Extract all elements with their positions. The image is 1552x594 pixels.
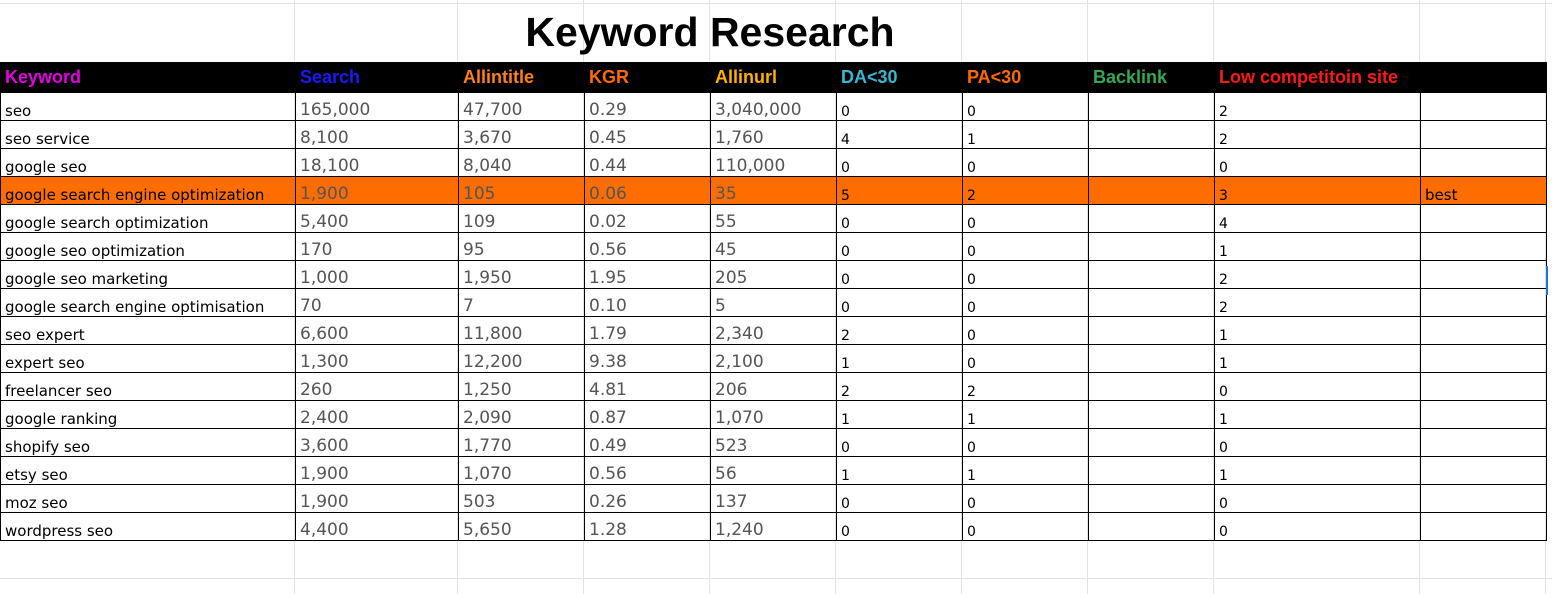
note-cell[interactable] bbox=[1421, 93, 1547, 121]
search-cell[interactable]: 1,300 bbox=[296, 345, 459, 373]
allintitle-cell[interactable]: 105 bbox=[459, 177, 585, 205]
allintitle-cell[interactable]: 1,070 bbox=[459, 457, 585, 485]
pa-cell[interactable]: 1 bbox=[963, 457, 1089, 485]
allinurl-cell[interactable]: 110,000 bbox=[711, 149, 837, 177]
note-cell[interactable] bbox=[1421, 373, 1547, 401]
kgr-cell[interactable]: 0.06 bbox=[585, 177, 711, 205]
search-cell[interactable]: 6,600 bbox=[296, 317, 459, 345]
note-cell[interactable] bbox=[1421, 429, 1547, 457]
search-cell[interactable]: 18,100 bbox=[296, 149, 459, 177]
note-cell[interactable] bbox=[1421, 401, 1547, 429]
low-competition-cell[interactable]: 2 bbox=[1215, 289, 1421, 317]
allinurl-cell[interactable]: 1,070 bbox=[711, 401, 837, 429]
search-cell[interactable]: 70 bbox=[296, 289, 459, 317]
note-cell[interactable] bbox=[1421, 149, 1547, 177]
backlink-cell[interactable] bbox=[1089, 345, 1215, 373]
kgr-cell[interactable]: 1.95 bbox=[585, 261, 711, 289]
header-allintitle[interactable]: Allintitle bbox=[459, 63, 585, 93]
search-cell[interactable]: 3,600 bbox=[296, 429, 459, 457]
da-cell[interactable]: 1 bbox=[837, 345, 963, 373]
table-row bbox=[1, 233, 1547, 261]
da-cell[interactable]: 4 bbox=[837, 121, 963, 149]
pa-cell[interactable]: 1 bbox=[963, 401, 1089, 429]
keyword-cell[interactable]: google seo optimization bbox=[1, 233, 296, 261]
backlink-cell[interactable] bbox=[1089, 401, 1215, 429]
page-title: Keyword Research bbox=[525, 9, 895, 55]
backlink-cell[interactable] bbox=[1089, 233, 1215, 261]
keyword-cell[interactable]: shopify seo bbox=[1, 429, 296, 457]
search-cell[interactable]: 1,000 bbox=[296, 261, 459, 289]
kgr-cell[interactable]: 1.28 bbox=[585, 513, 711, 541]
table-row bbox=[1, 121, 1547, 149]
allinurl-cell[interactable]: 56 bbox=[711, 457, 837, 485]
header-da[interactable]: DA<30 bbox=[837, 63, 963, 93]
low-competition-cell[interactable]: 2 bbox=[1215, 93, 1421, 121]
keyword-cell[interactable]: moz seo bbox=[1, 485, 296, 513]
backlink-cell[interactable] bbox=[1089, 373, 1215, 401]
allintitle-cell[interactable]: 1,250 bbox=[459, 373, 585, 401]
search-cell[interactable]: 1,900 bbox=[296, 485, 459, 513]
kgr-cell[interactable]: 0.45 bbox=[585, 121, 711, 149]
allinurl-cell[interactable]: 206 bbox=[711, 373, 837, 401]
note-cell[interactable] bbox=[1421, 345, 1547, 373]
table-row bbox=[1, 317, 1547, 345]
pa-cell[interactable]: 0 bbox=[963, 93, 1089, 121]
backlink-cell[interactable] bbox=[1089, 205, 1215, 233]
kgr-cell[interactable]: 0.56 bbox=[585, 233, 711, 261]
backlink-cell[interactable] bbox=[1089, 121, 1215, 149]
backlink-cell[interactable] bbox=[1089, 485, 1215, 513]
note-cell[interactable] bbox=[1421, 205, 1547, 233]
keyword-cell[interactable]: google search engine optimization bbox=[1, 177, 296, 205]
table-row bbox=[1, 513, 1547, 541]
da-cell[interactable]: 0 bbox=[837, 93, 963, 121]
header-search[interactable]: Search bbox=[296, 63, 459, 93]
kgr-cell[interactable]: 0.26 bbox=[585, 485, 711, 513]
table-row bbox=[1, 429, 1547, 457]
search-cell[interactable]: 5,400 bbox=[296, 205, 459, 233]
allintitle-cell[interactable]: 7 bbox=[459, 289, 585, 317]
note-cell[interactable] bbox=[1421, 485, 1547, 513]
allinurl-cell[interactable]: 2,340 bbox=[711, 317, 837, 345]
note-cell[interactable] bbox=[1421, 121, 1547, 149]
low-competition-cell[interactable]: 0 bbox=[1215, 149, 1421, 177]
da-cell[interactable]: 0 bbox=[837, 261, 963, 289]
table-row bbox=[1, 261, 1547, 289]
low-competition-cell[interactable]: 0 bbox=[1215, 513, 1421, 541]
low-competition-cell[interactable]: 0 bbox=[1215, 429, 1421, 457]
table-row bbox=[1, 485, 1547, 513]
backlink-cell[interactable] bbox=[1089, 93, 1215, 121]
keyword-cell[interactable]: seo expert bbox=[1, 317, 296, 345]
header-backlink[interactable]: Backlink bbox=[1089, 63, 1215, 93]
low-competition-cell[interactable]: 3 bbox=[1215, 177, 1421, 205]
search-cell[interactable]: 8,100 bbox=[296, 121, 459, 149]
kgr-cell[interactable]: 0.87 bbox=[585, 401, 711, 429]
kgr-cell[interactable]: 0.49 bbox=[585, 429, 711, 457]
kgr-cell[interactable]: 0.02 bbox=[585, 205, 711, 233]
keyword-cell[interactable]: etsy seo bbox=[1, 457, 296, 485]
allintitle-cell[interactable]: 109 bbox=[459, 205, 585, 233]
kgr-cell[interactable]: 9.38 bbox=[585, 345, 711, 373]
backlink-cell[interactable] bbox=[1089, 513, 1215, 541]
allintitle-cell[interactable]: 1,770 bbox=[459, 429, 585, 457]
keyword-cell[interactable]: google search optimization bbox=[1, 205, 296, 233]
da-cell[interactable]: 2 bbox=[837, 317, 963, 345]
allinurl-cell[interactable]: 3,040,000 bbox=[711, 93, 837, 121]
search-cell[interactable]: 260 bbox=[296, 373, 459, 401]
low-competition-cell[interactable]: 1 bbox=[1215, 317, 1421, 345]
table-row bbox=[1, 149, 1547, 177]
keyword-cell[interactable]: google search engine optimisation bbox=[1, 289, 296, 317]
allintitle-cell[interactable]: 12,200 bbox=[459, 345, 585, 373]
note-cell[interactable] bbox=[1421, 513, 1547, 541]
note-cell[interactable] bbox=[1421, 289, 1547, 317]
kgr-cell[interactable]: 0.29 bbox=[585, 93, 711, 121]
da-cell[interactable]: 0 bbox=[837, 485, 963, 513]
table-row bbox=[1, 457, 1547, 485]
low-competition-cell[interactable]: 1 bbox=[1215, 345, 1421, 373]
table-row bbox=[1, 177, 1547, 205]
low-competition-cell[interactable]: 2 bbox=[1215, 261, 1421, 289]
note-cell[interactable] bbox=[1421, 233, 1547, 261]
low-competition-cell[interactable]: 0 bbox=[1215, 485, 1421, 513]
allinurl-cell[interactable]: 523 bbox=[711, 429, 837, 457]
pa-cell[interactable]: 0 bbox=[963, 317, 1089, 345]
backlink-cell[interactable] bbox=[1089, 429, 1215, 457]
keyword-cell[interactable]: freelancer seo bbox=[1, 373, 296, 401]
keyword-cell[interactable]: seo service bbox=[1, 121, 296, 149]
header-row bbox=[1, 63, 1547, 93]
search-cell[interactable]: 4,400 bbox=[296, 513, 459, 541]
low-competition-cell[interactable]: 2 bbox=[1215, 121, 1421, 149]
pa-cell[interactable]: 0 bbox=[963, 261, 1089, 289]
allintitle-cell[interactable]: 2,090 bbox=[459, 401, 585, 429]
pa-cell[interactable]: 0 bbox=[963, 485, 1089, 513]
da-cell[interactable]: 0 bbox=[837, 205, 963, 233]
selection-edge bbox=[1546, 266, 1551, 295]
keyword-cell[interactable]: google ranking bbox=[1, 401, 296, 429]
kgr-cell[interactable]: 1.79 bbox=[585, 317, 711, 345]
search-cell[interactable]: 1,900 bbox=[296, 177, 459, 205]
pa-cell[interactable]: 2 bbox=[963, 373, 1089, 401]
table-row bbox=[1, 205, 1547, 233]
da-cell[interactable]: 0 bbox=[837, 513, 963, 541]
pa-cell[interactable]: 1 bbox=[963, 121, 1089, 149]
header-allinurl[interactable]: Allinurl bbox=[711, 63, 837, 93]
da-cell[interactable]: 2 bbox=[837, 373, 963, 401]
pa-cell[interactable]: 0 bbox=[963, 233, 1089, 261]
note-cell[interactable]: best bbox=[1421, 177, 1547, 205]
pa-cell[interactable]: 2 bbox=[963, 177, 1089, 205]
da-cell[interactable]: 0 bbox=[837, 233, 963, 261]
search-cell[interactable]: 1,900 bbox=[296, 457, 459, 485]
search-cell[interactable]: 165,000 bbox=[296, 93, 459, 121]
table-row bbox=[1, 345, 1547, 373]
allinurl-cell[interactable]: 205 bbox=[711, 261, 837, 289]
allintitle-cell[interactable]: 5,650 bbox=[459, 513, 585, 541]
keyword-cell[interactable]: google seo marketing bbox=[1, 261, 296, 289]
allintitle-cell[interactable]: 3,670 bbox=[459, 121, 585, 149]
note-cell[interactable] bbox=[1421, 317, 1547, 345]
header-pa[interactable]: PA<30 bbox=[963, 63, 1089, 93]
kgr-cell[interactable]: 0.44 bbox=[585, 149, 711, 177]
pa-cell[interactable]: 0 bbox=[963, 149, 1089, 177]
allinurl-cell[interactable]: 35 bbox=[711, 177, 837, 205]
da-cell[interactable]: 1 bbox=[837, 401, 963, 429]
header-kgr[interactable]: KGR bbox=[585, 63, 711, 93]
keyword-table bbox=[0, 62, 1547, 541]
header-empty[interactable] bbox=[1421, 63, 1547, 93]
da-cell[interactable]: 0 bbox=[837, 289, 963, 317]
allinurl-cell[interactable]: 55 bbox=[711, 205, 837, 233]
table-row bbox=[1, 401, 1547, 429]
allintitle-cell[interactable]: 95 bbox=[459, 233, 585, 261]
backlink-cell[interactable] bbox=[1089, 457, 1215, 485]
da-cell[interactable]: 5 bbox=[837, 177, 963, 205]
backlink-cell[interactable] bbox=[1089, 261, 1215, 289]
allintitle-cell[interactable]: 11,800 bbox=[459, 317, 585, 345]
kgr-cell[interactable]: 0.10 bbox=[585, 289, 711, 317]
search-cell[interactable]: 170 bbox=[296, 233, 459, 261]
da-cell[interactable]: 0 bbox=[837, 429, 963, 457]
allintitle-cell[interactable]: 503 bbox=[459, 485, 585, 513]
da-cell[interactable]: 0 bbox=[837, 149, 963, 177]
low-competition-cell[interactable]: 4 bbox=[1215, 205, 1421, 233]
allinurl-cell[interactable]: 1,760 bbox=[711, 121, 837, 149]
table-row bbox=[1, 93, 1547, 121]
note-cell[interactable] bbox=[1421, 457, 1547, 485]
allintitle-cell[interactable]: 47,700 bbox=[459, 93, 585, 121]
kgr-cell[interactable]: 0.56 bbox=[585, 457, 711, 485]
da-cell[interactable]: 1 bbox=[837, 457, 963, 485]
keyword-cell[interactable]: seo bbox=[1, 93, 296, 121]
header-keyword[interactable]: Keyword bbox=[1, 63, 296, 93]
pa-cell[interactable]: 0 bbox=[963, 289, 1089, 317]
pa-cell[interactable]: 0 bbox=[963, 513, 1089, 541]
low-competition-cell[interactable]: 1 bbox=[1215, 233, 1421, 261]
keyword-cell[interactable]: wordpress seo bbox=[1, 513, 296, 541]
note-cell[interactable] bbox=[1421, 261, 1547, 289]
backlink-cell[interactable] bbox=[1089, 177, 1215, 205]
keyword-cell[interactable]: google seo bbox=[1, 149, 296, 177]
table-row bbox=[1, 289, 1547, 317]
allinurl-cell[interactable]: 2,100 bbox=[711, 345, 837, 373]
kgr-cell[interactable]: 4.81 bbox=[585, 373, 711, 401]
low-competition-cell[interactable]: 1 bbox=[1215, 457, 1421, 485]
search-cell[interactable]: 2,400 bbox=[296, 401, 459, 429]
backlink-cell[interactable] bbox=[1089, 289, 1215, 317]
header-low-competition[interactable]: Low competitoin site bbox=[1215, 63, 1421, 93]
allinurl-cell[interactable]: 45 bbox=[711, 233, 837, 261]
pa-cell[interactable]: 0 bbox=[963, 205, 1089, 233]
allinurl-cell[interactable]: 5 bbox=[711, 289, 837, 317]
backlink-cell[interactable] bbox=[1089, 149, 1215, 177]
allinurl-cell[interactable]: 137 bbox=[711, 485, 837, 513]
pa-cell[interactable]: 0 bbox=[963, 345, 1089, 373]
allintitle-cell[interactable]: 1,950 bbox=[459, 261, 585, 289]
allinurl-cell[interactable]: 1,240 bbox=[711, 513, 837, 541]
allintitle-cell[interactable]: 8,040 bbox=[459, 149, 585, 177]
backlink-cell[interactable] bbox=[1089, 317, 1215, 345]
keyword-cell[interactable]: expert seo bbox=[1, 345, 296, 373]
low-competition-cell[interactable]: 0 bbox=[1215, 373, 1421, 401]
low-competition-cell[interactable]: 1 bbox=[1215, 401, 1421, 429]
table-row bbox=[1, 373, 1547, 401]
pa-cell[interactable]: 0 bbox=[963, 429, 1089, 457]
